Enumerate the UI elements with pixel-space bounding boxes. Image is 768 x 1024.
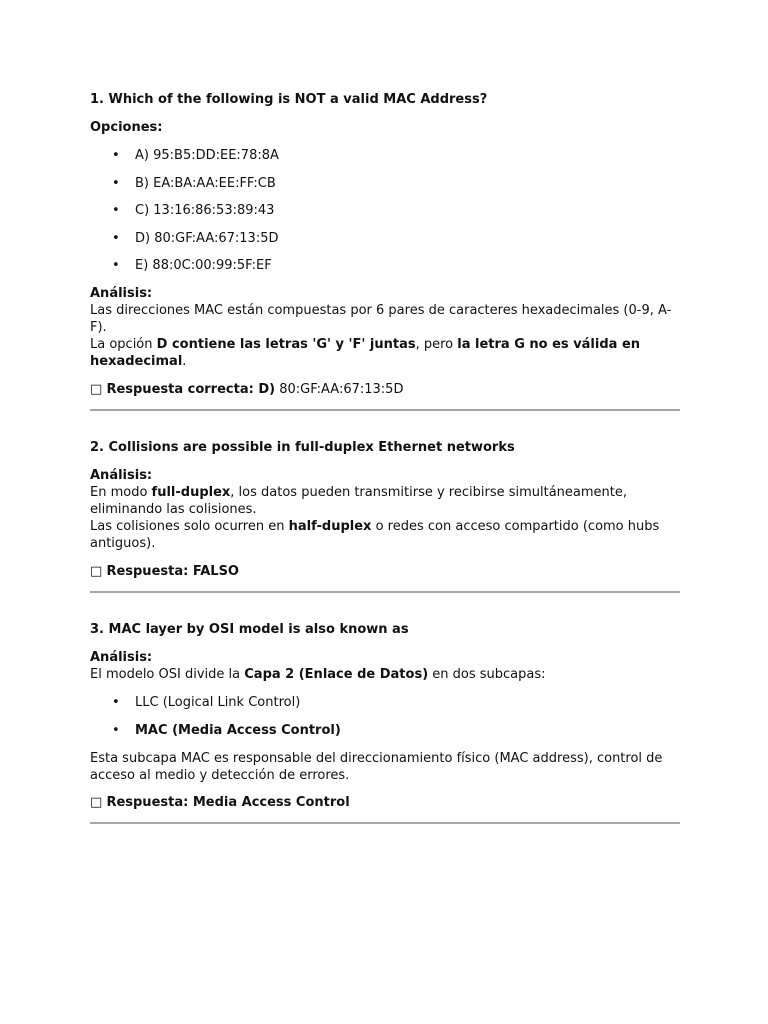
question-3-answer — [90, 794, 680, 811]
question-1-section — [90, 91, 680, 411]
analysis-bold-segment: half-duplex — [288, 519, 372, 534]
analysis-text-segment: o redes con acceso compartido (como hubs antiguos). — [90, 519, 660, 551]
analysis-text-line-2 — [90, 336, 680, 370]
option-b: • B) EA:BA:AA:EE:FF:CB — [90, 175, 680, 192]
question-3-analysis — [90, 649, 680, 683]
question-2-answer — [90, 563, 680, 580]
options-label: Opciones: — [90, 120, 163, 135]
options-list — [90, 147, 680, 274]
question-3-title: 3. MAC layer by OSI model is also known as — [90, 622, 409, 637]
section-divider — [90, 409, 680, 411]
sublayer-item-llc: • LLC (Logical Link Control) — [90, 694, 680, 711]
check-icon: □ — [90, 794, 103, 810]
analysis-bold-segment: D contiene las letras 'G' y 'F' juntas — [156, 337, 416, 352]
analysis-text-segment: La opción — [90, 337, 157, 352]
analysis-text-line-2 — [90, 518, 680, 552]
question-2-analysis — [90, 467, 680, 552]
question-1-analysis — [90, 285, 680, 370]
analysis-text-line-1: Las direcciones MAC están compuestas por 6 pares de caracteres hexadecimales (0-9, A-F). — [90, 303, 672, 335]
analysis-bold-segment: full-duplex — [151, 485, 231, 500]
section-divider — [90, 822, 680, 824]
analysis-label: Análisis: — [90, 468, 153, 483]
answer-label: Respuesta: Media Access Control — [106, 794, 350, 810]
analysis-bold-segment: Capa 2 (Enlace de Datos) — [244, 667, 429, 682]
analysis-text-line-1 — [90, 666, 680, 683]
analysis-text-segment: El modelo OSI divide la — [90, 667, 245, 682]
question-1-answer — [90, 381, 680, 398]
option-e: • E) 88:0C:00:99:5F:EF — [90, 257, 680, 274]
analysis-text-segment: . — [182, 354, 187, 369]
option-c: • C) 13:16:86:53:89:43 — [90, 202, 680, 219]
analysis-text-line-1 — [90, 484, 680, 518]
question-1-title: 1. Which of the following is NOT a valid MAC Address? — [90, 92, 488, 107]
analysis-label: Análisis: — [90, 650, 153, 665]
question-2-title: 2. Collisions are possible in full-duplex Ethernet networks — [90, 440, 515, 455]
document-content — [90, 91, 680, 824]
answer-label: Respuesta correcta: D) — [106, 382, 276, 397]
question-2-section — [90, 439, 680, 593]
analysis-text-segment: En modo — [90, 485, 152, 500]
analysis-label: Análisis: — [90, 286, 153, 301]
answer-label: Respuesta: FALSO — [106, 564, 239, 579]
sublayer-item-mac-label: MAC (Media Access Control) — [135, 722, 341, 738]
analysis-text-segment: , los datos pueden transmitirse y recibirse simultáneamente, eliminando las colisiones. — [90, 485, 628, 517]
analysis-text-segment: en dos subcapas: — [428, 667, 546, 682]
analysis-text-segment: Las colisiones solo ocurren en — [90, 519, 289, 534]
option-d: • D) 80:GF:AA:67:13:5D — [90, 230, 680, 247]
check-icon: □ — [90, 564, 103, 579]
section-divider — [90, 591, 680, 593]
analysis-bold-segment: la letra G no es válida en hexadecimal — [90, 337, 641, 369]
answer-value: 80:GF:AA:67:13:5D — [275, 382, 404, 397]
analysis-text-segment: , pero — [415, 337, 458, 352]
question-3-description: Esta subcapa MAC es responsable del direccionamiento físico (MAC address), control de acceso al medio y detección de errores. — [90, 750, 663, 783]
check-icon: □ — [90, 382, 103, 397]
question-3-section — [90, 621, 680, 824]
option-a: • A) 95:B5:DD:EE:78:8A — [90, 147, 680, 164]
sublayer-list — [90, 694, 680, 739]
sublayer-item-mac — [90, 722, 680, 739]
